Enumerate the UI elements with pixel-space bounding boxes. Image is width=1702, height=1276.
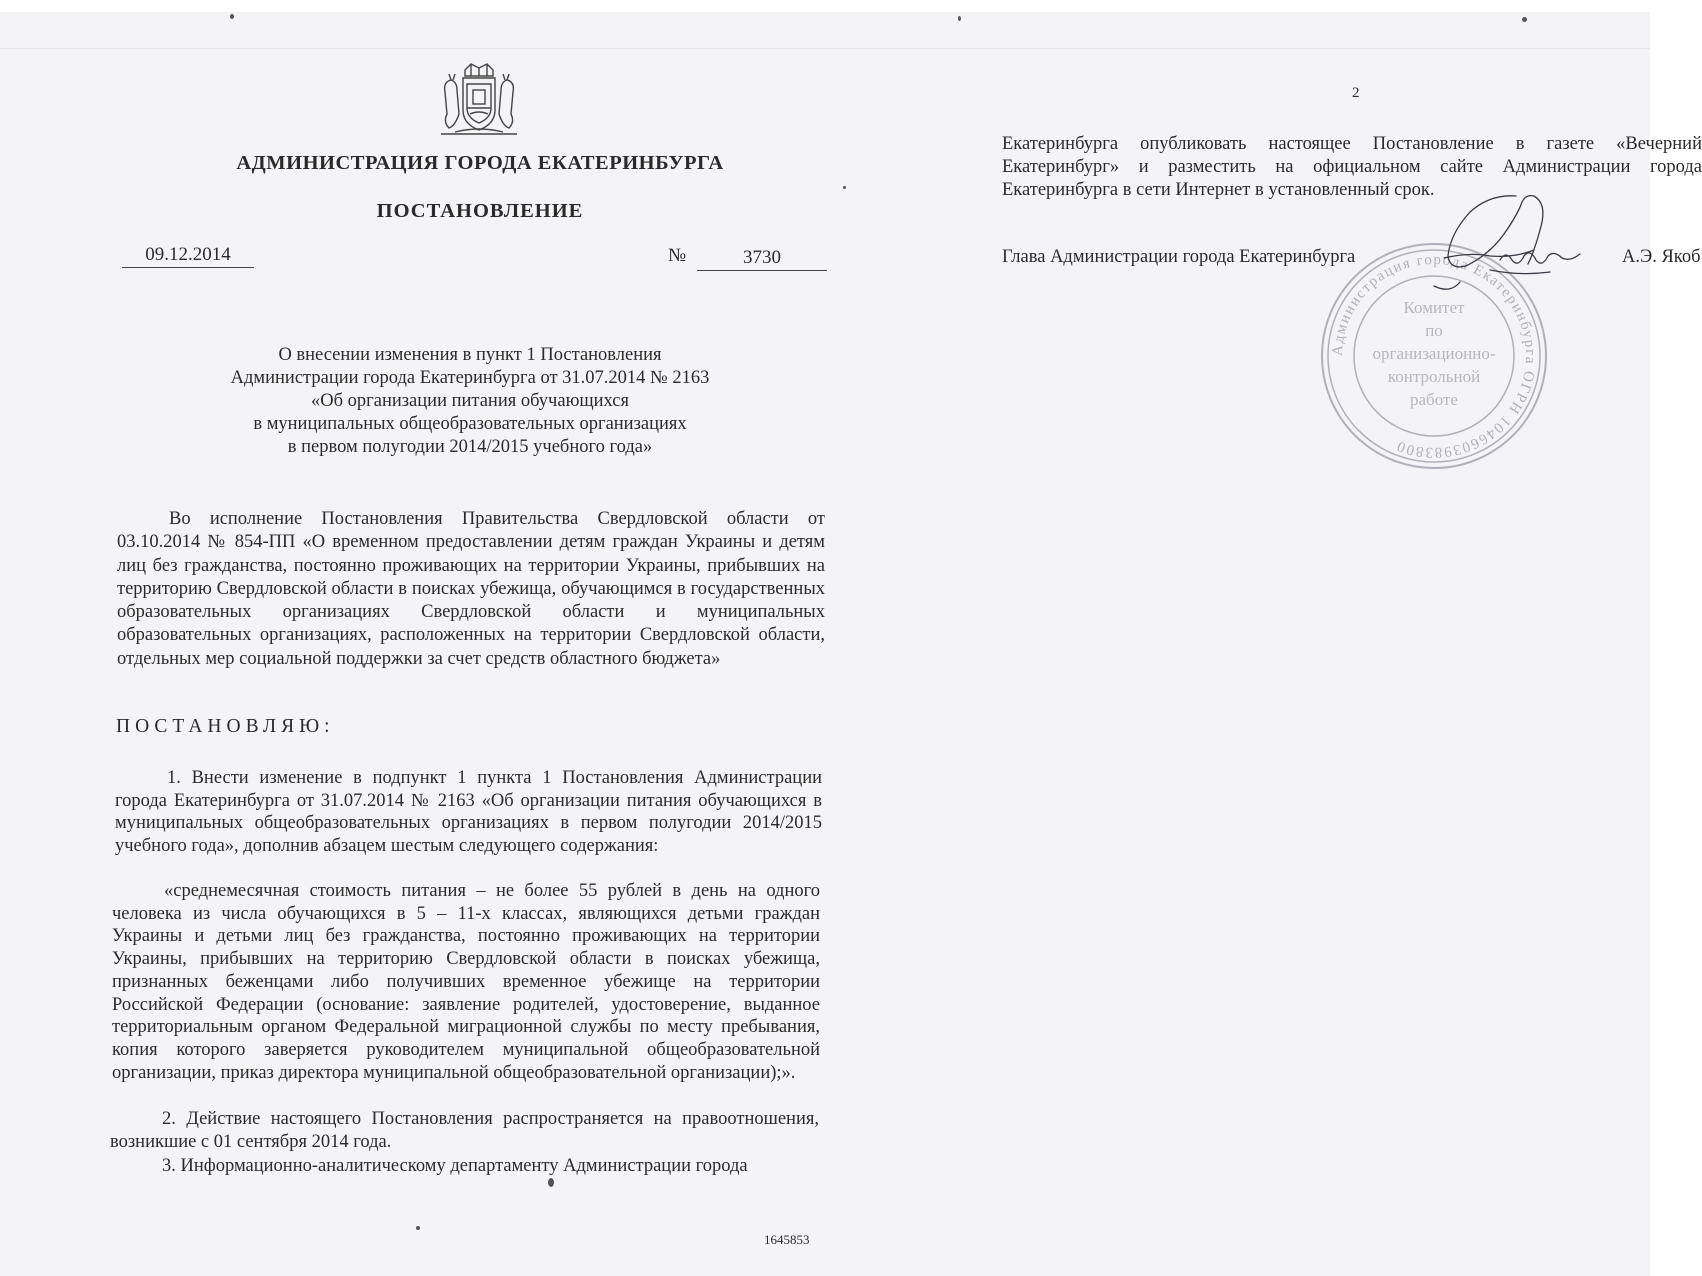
decree-subject <box>150 344 790 459</box>
resolve-heading: ПОСТАНОВЛЯЮ: <box>116 716 335 737</box>
item-3-continuation: Екатеринбурга опубликовать настоящее Постановление в газете «Вечерний Екатеринбург» и разместить на официальном сайте Администрации города Екатеринбурга в сети Интернет в установленный срок. <box>1002 134 1702 200</box>
stamp-inner-text <box>1340 296 1528 411</box>
subject-line: «Об организации питания обучающихся <box>311 391 629 411</box>
signature-title: Глава Администрации города Екатеринбурга <box>1002 247 1356 267</box>
document-serial-number: 1645853 <box>764 1232 810 1247</box>
subject-line: в первом полугодии 2014/2015 учебного года» <box>287 437 653 457</box>
stamp-line: контрольной <box>1387 367 1481 386</box>
signatory-name: А.Э. Якоб <box>1622 247 1701 267</box>
preamble-paragraph: Во исполнение Постановления Правительства Свердловской области от 03.10.2014 № 854-ПП «О временном предоставлении детям граждан Украины и детям лиц без гражданства, постоянно проживающих на территории Украины, прибывших на территорию Свердловской области в поисках убежища, обучающимся в государственных образовательных организациях Свердловской области и муниципальных образовательных организациях, расположенных на территории Свердловской области, отдельных мер социальной поддержки за счет средств областного бюджета» <box>117 509 825 669</box>
page-number: 2 <box>1352 85 1360 101</box>
decree-date: 09.12.2014 <box>122 244 254 268</box>
subject-line: О внесении изменения в пункт 1 Постановления <box>278 345 662 365</box>
item-1-paragraph: 1. Внести изменение в подпункт 1 пункта 1 Постановления Администрации города Екатеринбурга от 31.07.2014 № 2163 «Об организации питания обучающихся в муниципальных общеобразовательных организациях в первом полугодии 2014/2015 учебного года», дополнив абзацем шестым следующего содержания: <box>115 768 822 856</box>
item-3-paragraph: 3. Информационно-аналитическому департаменту Администрации города <box>162 1156 748 1176</box>
subject-line: Администрации города Екатеринбурга от 31.07.2014 № 2163 <box>230 368 710 388</box>
decree-number-label: № <box>668 245 687 266</box>
stamp-line: организационно- <box>1372 344 1496 363</box>
coat-of-arms-icon <box>437 62 521 138</box>
administration-title: АДМИНИСТРАЦИЯ ГОРОДА ЕКАТЕРИНБУРГА <box>236 152 724 174</box>
stamp-line: работе <box>1410 390 1458 409</box>
stamp-line: по <box>1425 321 1443 340</box>
decree-number: 3730 <box>697 247 827 271</box>
handwritten-signature <box>1430 190 1590 300</box>
decree-title: ПОСТАНОВЛЕНИЕ <box>376 200 584 222</box>
item-2-paragraph: 2. Действие настоящего Постановления распространяется на правоотношения, возникшие с 01 сентября 2014 года. <box>110 1109 819 1152</box>
stamp-ring-text: Администрация города Екатеринбурга ОГРН 1046603983800 <box>1329 251 1539 461</box>
subject-line: в муниципальных общеобразовательных организациях <box>253 414 687 434</box>
stamp-line: Комитет <box>1403 298 1465 317</box>
item-1-quoted-paragraph: «среднемесячная стоимость питания – не более 55 рублей в день на одного человека из числа обучающихся в 5 – 11-х классах, являющихся детьми граждан Украины и детьми лиц без гражданства, постоянно проживающих на территории Украины, прибывших на территорию Свердловской области в поисках убежища, признанных беженцами либо получивших временное убежище на территории Российской Федерации (основание: заявление родителей, удостоверение, выданное территориальным органом Федеральной миграционной службы по месту пребывания, копия которого заверяется руководителем муниципальной общеобразовательной организации, приказ директора муниципальной общеобразовательной организации);». <box>112 881 820 1083</box>
